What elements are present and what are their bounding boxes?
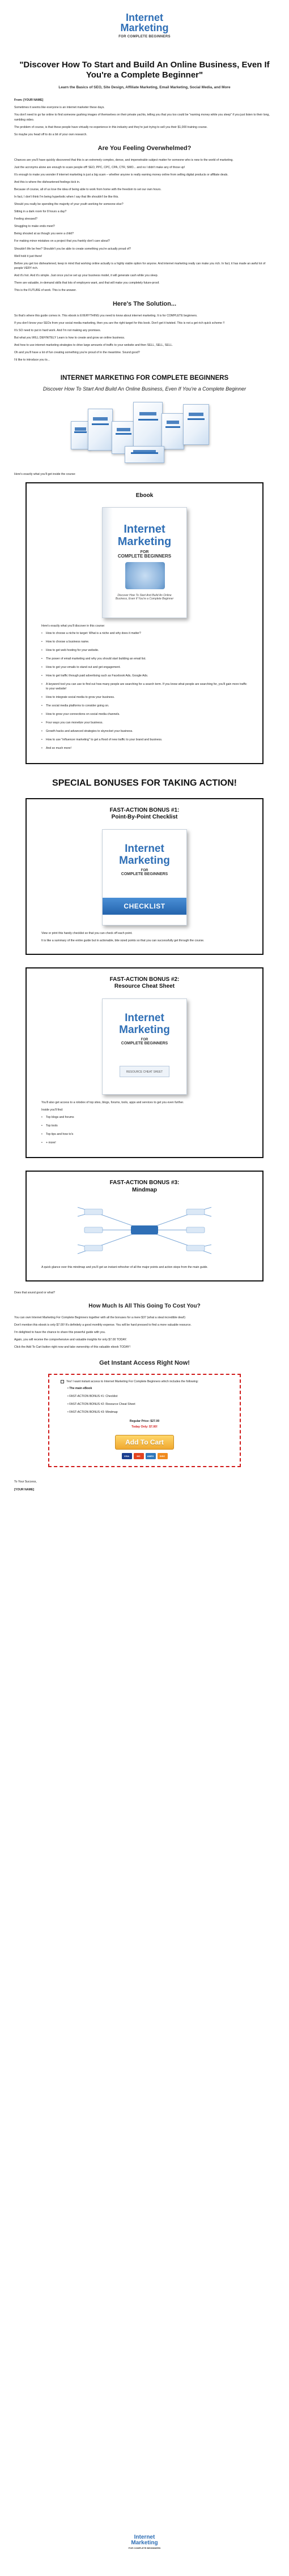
letter-paragraph: You don't need to go far online to find someone gushing images of themselves on their private yachts, telling you that you too could be "earning money while you sleep" if you just listen to their long, rambling video. [14,113,270,122]
cover-title-line1: Internet [124,522,165,535]
bonus3-body [27,1265,262,1280]
cover-title-line3: FOR [141,868,148,872]
mindmap-graphic [71,1202,218,1258]
letter-paragraph: So maybe you head off to do a bit of your own research. [14,132,87,136]
bundle-box [162,413,184,449]
ebook-panel-body [27,624,262,763]
list-item: • A keyword tool you can use to find out how many people are searching for a search term. If you know what people are searching for, you'll gain more traffic to your website! [41,682,248,691]
order-confirm-text: Yes! I want instant access to Internet Marketing For Complete Beginners which includes the following: [66,1380,199,1383]
checklist-band: CHECKLIST [103,898,186,915]
cover-title-line3: FOR [141,1038,148,1041]
list-item: • Growth hacks and advanced strategies to skyrocket your business. [41,729,248,734]
list-item: • How to get web hosting for your website. [41,648,248,653]
page-subhead: Learn the Basics of SEO, Site Design, Affiliate Marketing, Email Marketing, Social Media, and More [58,85,231,89]
cover-title-line3: FOR [140,550,149,554]
body-paragraph: Don't mention this ebook is only $7.00! It's definitely a good monthly expense. You will be hard pressed to find a more valuable resource. [14,1323,192,1327]
cover-title-line1: Internet [125,842,164,855]
page-headline: "Discover How To Start and Build An Online Business, Even If You're a Complete Beginner" [19,60,270,80]
list-item: • How to choose a niche to target: What is a niche and why does it matter? [41,631,248,636]
list-item: • FAST-ACTION BONUS #1: Checklist [67,1394,228,1399]
ebook-panel-title: Ebook [135,492,154,499]
list-item: • The social media platforms to consider going on. [41,704,248,708]
order-items-list [67,1386,228,1415]
cover-title-line1: Internet [125,1011,164,1024]
bonus1-body [27,931,262,954]
visa-card-icon: VISA [122,1453,132,1459]
cover-title-line2: Marketing [119,854,170,867]
bonus1-title [27,807,262,821]
bundle-box [133,402,163,451]
logo-text-internet: Internet [125,11,163,23]
bonuses-heading: SPECIAL BONUSES FOR TAKING ACTION! [52,778,237,788]
bonus1-panel [26,798,264,955]
list-item: • How to use "influencer marketing" to get a flood of new traffic to your brand and business. [41,738,248,742]
bonus2-inside-label: Inside you'll find: [41,1108,63,1112]
body-paragraph: For making minor mistakes on a project that you frankly don't care about? [14,239,110,243]
bonus3-title-line1: FAST-ACTION BONUS #3: [109,1180,180,1186]
body-paragraph: Because of course, all of us love the idea of being able to work from home with the freedom to set our own hours. [14,188,162,192]
bonus3-panel [26,1171,264,1281]
list-item: • How to grow your connections on social media channels. [41,712,248,717]
body-paragraph: Click the Add To Cart button right now and take ownership of this valuable ebook TODAY! [14,1345,130,1349]
bundle-box [71,421,90,449]
ebook-intro: Here's exactly what you'll discover in this course: [41,624,105,628]
cover-tagline: Discover How To Start And Build An Online Business, Even If You're a Complete Beginner [115,593,174,601]
cost-body [14,1315,275,1349]
list-item: • How to choose a business name. [41,640,248,644]
body-paragraph: Oh and you'll have a lot of fun creating something you're proud of in the meantime. Sound good? [14,351,140,355]
body-paragraph: You can own Internet Marketing For Complete Beginners together with all the bonuses for a mere $37 (what a steal incredible deal!) [14,1315,186,1319]
main-content [14,60,275,1492]
site-header [0,0,289,52]
list-item: • + more! [41,1141,248,1145]
order-confirm-row [61,1379,228,1384]
ebook-panel [26,482,264,764]
product-caption: Here's exactly what you'll get inside the course: [14,472,76,476]
list-item: • And so much more! [41,746,248,751]
overwhelmed-heading: Are You Feeling Overwhelmed? [97,144,192,152]
bonus2-body [27,1100,262,1157]
bundle-box [88,409,113,451]
body-paragraph: Just the acronyms alone are enough to scare people off! SEO, PPC, CPC, CPA, CTR, SMO... and no I didn't make any of those up! [14,165,185,169]
product-title: INTERNET MARKETING FOR COMPLETE BEGINNERS [60,375,229,382]
body-paragraph: But what you WILL DEFINITELY Learn is how to create and grow an online business. [14,336,125,340]
list-item: • Top blogs and forums [41,1115,248,1120]
body-paragraph: Being shouted at as though you were a child? [14,232,74,236]
bundle-box [125,446,164,463]
body-paragraph: And this is where the disheartened feelings kick in. [14,180,80,184]
list-item: • FAST-ACTION BONUS #3: Mindmap [67,1410,228,1415]
ebook-cover [102,507,187,618]
regular-price: Regular Price: $27.00 [129,1420,160,1424]
bonus1-paragraph: It is like a summary of the entire guide but in actionable, bite sized points so that you can successfully get through the course. [41,938,205,942]
body-paragraph: Again, you will receive the comprehensive and valuable insights for only $7.00 TODAY. [14,1338,127,1341]
footer-logo-tagline: FOR COMPLETE BEGINNERS [128,2547,161,2549]
body-paragraph: Should you really be spending the majority of your youth working for someone else? [14,203,124,207]
body-paragraph: Before you get too disheartened, keep in mind that working online actually is a highly viable option for anyone. And internet marketing really can make you rich. In fact, it has made an awful lot of people VERY rich. [14,262,266,270]
order-checkbox[interactable] [61,1380,64,1383]
bonus1-paragraph: View or print this handy checklist so that you can check off each point. [41,931,133,935]
bonus1-title-line2: Point-By-Point Checklist [111,814,178,821]
cover-title-line2: Marketing [117,535,172,548]
bonus3-paragraph: A quick glance over this mindmap and you'll get an instant refresher of all the major points and action steps from the main guide. [41,1266,208,1270]
cheat-sheet-cover [102,998,187,1095]
body-paragraph: It's enough to make you wonder if internet marketing is just a big scam – whether anyone is really earning money online from selling digital products or affiliate deals. [14,173,228,177]
body-paragraph: Feeling stressed? [14,217,37,221]
solution-body [14,314,275,362]
bonus3-title [27,1180,262,1194]
body-paragraph: In fact, I don't think I'm being hyperbolic when I say that life shouldn't be like this. [14,195,119,199]
sound-good-text: Does that sound good or what? [14,1291,56,1295]
cost-heading: How Much Is All This Going To Cost You? [88,1303,201,1310]
footer-logo-internet: Internet [134,2534,155,2540]
overwhelmed-body [14,158,275,293]
list-item: • How to get traffic through paid advertising such as Facebook Ads, Google Ads. [41,674,248,678]
checklist-cover [102,829,187,925]
payment-cards [61,1453,228,1459]
letter-paragraph: The problem of course, is that these people have virtually no experience in this industry and they're just trying to sell you their $1,000 training course. [14,125,208,129]
add-to-cart-button[interactable]: Add To Cart [115,1435,174,1450]
list-item: • Top tips and how to's [41,1132,248,1137]
body-paragraph: Struggling to make ends meet? [14,225,55,229]
signoff-line1: To Your Success, [14,1480,37,1484]
bonus2-title [27,976,262,991]
list-item: • Four ways you can monetize your business. [41,721,248,725]
ebook-feature-list [41,631,248,751]
footer-logo [0,2535,289,2550]
body-paragraph: And it's hot. And it's simple. Just once you've set up your business model, it will generate cash while you sleep. [14,273,159,277]
cover-title-line4: COMPLETE BEGINNERS [121,1041,168,1045]
bundle-box [183,404,209,445]
list-item: • How to integrate social media to grow your business. [41,695,248,700]
mindmap-image [71,1202,218,1258]
discover-card-icon: DISC [158,1453,168,1459]
today-price: Today Only: $7.00! [131,1425,158,1429]
bonus2-panel [26,967,264,1158]
list-item: • Top tools [41,1124,248,1128]
body-paragraph: I'd like to introduce you to... [14,358,50,362]
list-item: • The power of email marketing and why you should start building an email list. [41,657,248,661]
cover-title-line4: COMPLETE BEGINNERS [121,872,168,876]
list-item: • How to get your emails to stand out and get engagement. [41,665,248,670]
bonus2-title-line2: Resource Cheat Sheet [114,983,175,990]
cover-illustration [125,562,165,589]
signoff-name: [YOUR NAME] [14,1488,35,1491]
order-box [48,1374,241,1467]
product-subtitle: Discover How To Start And Build An Online Business, Even If You're a Complete Beginner [42,386,246,392]
body-paragraph: Sitting in a dark room for 8 hours a day? [14,210,67,214]
cover-title-line4: COMPLETE BEGINNERS [117,553,172,559]
access-heading: Get Instant Access Right Now! [99,1359,190,1366]
logo-text-marketing: Marketing [120,22,169,33]
list-item: • The main eBook [67,1386,228,1391]
body-paragraph: Well hold it just there! [14,254,42,258]
footer-logo-marketing: Marketing [131,2540,158,2546]
cover-title-line2: Marketing [119,1023,170,1036]
amex-card-icon: AMEX [146,1453,156,1459]
body-paragraph: And how to use internet marketing strategies to drive large amounts of traffic to your website and then SELL, SELL, SELL. [14,344,173,348]
body-paragraph: There are valuable, in-demand skills that lots of employers want, and that will make you completely future-proof. [14,281,160,285]
bonus3-title-line2: Mindmap [132,1186,157,1193]
bonus2-intro: You'll also get access to a rolodex of top sites, blogs, forums, tools, apps and services to get you even further. [41,1100,184,1104]
body-paragraph: So that's where this guide comes in. This ebook is EVERYTHING you need to know about internet marketing. It is for COMPLETE beginners. [14,314,198,318]
cheat-sheet-label: RESOURCE CHEAT SHEET [120,1066,169,1077]
logo-tagline: FOR COMPLETE BEGINNERS [118,35,171,38]
product-bundle-image [71,398,218,465]
letter-from: From: [YOUR NAME] [14,98,44,102]
bonus2-title-line1: FAST-ACTION BONUS #2: [109,976,180,983]
bonus1-title-line1: FAST-ACTION BONUS #1: [109,807,180,813]
body-paragraph: If you don't know your SEOs from your social media marketing, then you are the right target for this book. Don't get it twisted. This is not a get rich quick scheme !! [14,322,225,325]
body-paragraph: I'm delighted to have the chance to share this powerful guide with you. [14,1330,106,1334]
mastercard-icon: MC [134,1453,144,1459]
list-item: • FAST-ACTION BONUS #2: Resource Cheat Sheet [67,1402,228,1407]
body-paragraph: Chances are you'll have quickly discovered that this is an extremely complex, dense, and impenetrable subject matter for someone who is new to the world of marketing. [14,158,233,162]
body-paragraph: It's SO need to put in hard work. And I'm not making any promises. [14,329,101,333]
bonus2-list [41,1115,248,1145]
solution-heading: Here's The Solution... [112,300,177,307]
body-paragraph: Shouldn't life be free? Shouldn't you be able to create something you're actually proud of? [14,247,131,251]
letter-paragraph: Sometimes it seems like everyone is an internet marketer these days. [14,106,105,110]
body-paragraph: This is the FUTURE of work. This is the answer. [14,288,77,292]
